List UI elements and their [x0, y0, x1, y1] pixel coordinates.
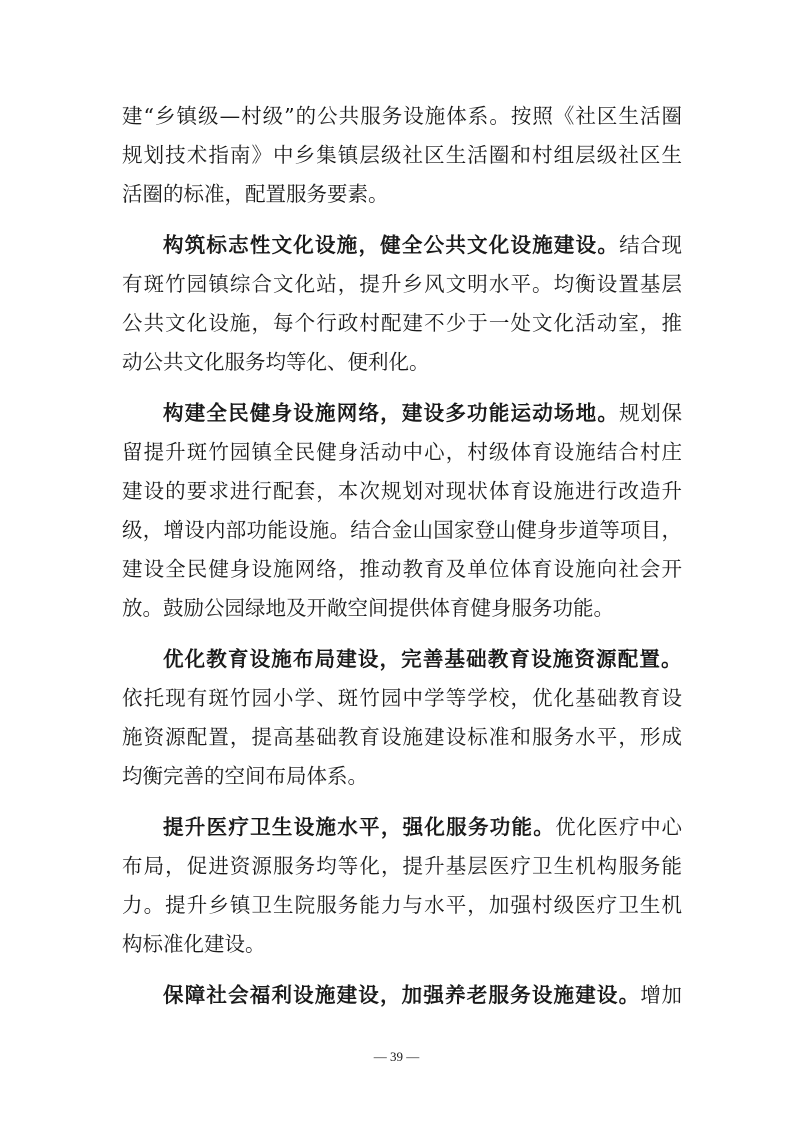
document-body: [122, 97, 682, 1015]
text-fragment: 增加: [640, 983, 683, 1007]
text-line: 依托现有斑竹园小学、斑竹园中学等学校，优化基础教育设: [122, 686, 682, 710]
text-line: 留提升斑竹园镇全民健身活动中心，村级体育设施结合村庄: [122, 440, 682, 464]
text-line: 布局，促进资源服务均等化，提升基层医疗卫生机构服务能: [122, 854, 682, 878]
text-line: 规划技术指南》中乡集镇层级社区生活圈和村组层级社区生: [122, 143, 682, 167]
text-line-first: [122, 976, 682, 1015]
text-line: 构标准化建设。: [122, 932, 266, 956]
text-line: 均衡完善的空间布局体系。: [122, 764, 368, 788]
paragraph-5: [122, 808, 682, 964]
paragraph-lead-heading: 优化教育设施布局建设，完善基础教育设施资源配置。: [163, 647, 682, 671]
text-line: 建设全民健身设施网络，推动教育及单位体育设施向社会开: [122, 557, 682, 581]
text-line: 力。提升乡镇卫生院服务能力与水平，加强村级医疗卫生机: [122, 893, 682, 917]
paragraph-1: [122, 97, 682, 214]
text-line-first: [122, 226, 682, 265]
text-line: 放。鼓励公园绿地及开敞空间提供体育健身服务功能。: [122, 596, 614, 620]
text-line: 公共文化设施，每个行政村配建不少于一处文化活动室，推: [122, 311, 682, 335]
paragraph-lead-heading: 构筑标志性文化设施，健全公共文化设施建设。: [163, 233, 620, 257]
paragraph-3: [122, 394, 682, 628]
paragraph-2: [122, 226, 682, 382]
page-number: — 39 —: [373, 1049, 420, 1064]
paragraph-6: [122, 976, 682, 1015]
text-line: 建设的要求进行配套，本次规划对现状体育设施进行改造升: [122, 479, 682, 503]
text-line: 建“乡镇级—村级”的公共服务设施体系。按照《社区生活圈: [122, 104, 682, 128]
text-line-first: [122, 808, 682, 847]
text-fragment: 结合现: [619, 233, 683, 257]
paragraph-lead-heading: 保障社会福利设施建设，加强养老服务设施建设。: [163, 983, 641, 1007]
text-fragment: 优化医疗中心: [555, 815, 683, 839]
text-line-first: [122, 640, 682, 679]
paragraph-lead-heading: 构建全民健身设施网络，建设多功能运动场地。: [163, 401, 620, 425]
text-line: 活圈的标准，配置服务要素。: [122, 182, 389, 206]
text-line: 有斑竹园镇综合文化站，提升乡风文明水平。均衡设置基层: [122, 272, 682, 296]
text-line-first: [122, 394, 682, 433]
paragraph-4: [122, 640, 682, 796]
paragraph-lead-heading: 提升医疗卫生设施水平，强化服务功能。: [163, 815, 556, 839]
text-line: 施资源配置，提高基础教育设施建设标准和服务水平，形成: [122, 725, 682, 749]
text-line: 级，增设内部功能设施。结合金山国家登山健身步道等项目，: [122, 518, 682, 542]
text-fragment: 规划保: [619, 401, 683, 425]
text-line: 动公共文化服务均等化、便利化。: [122, 350, 430, 374]
